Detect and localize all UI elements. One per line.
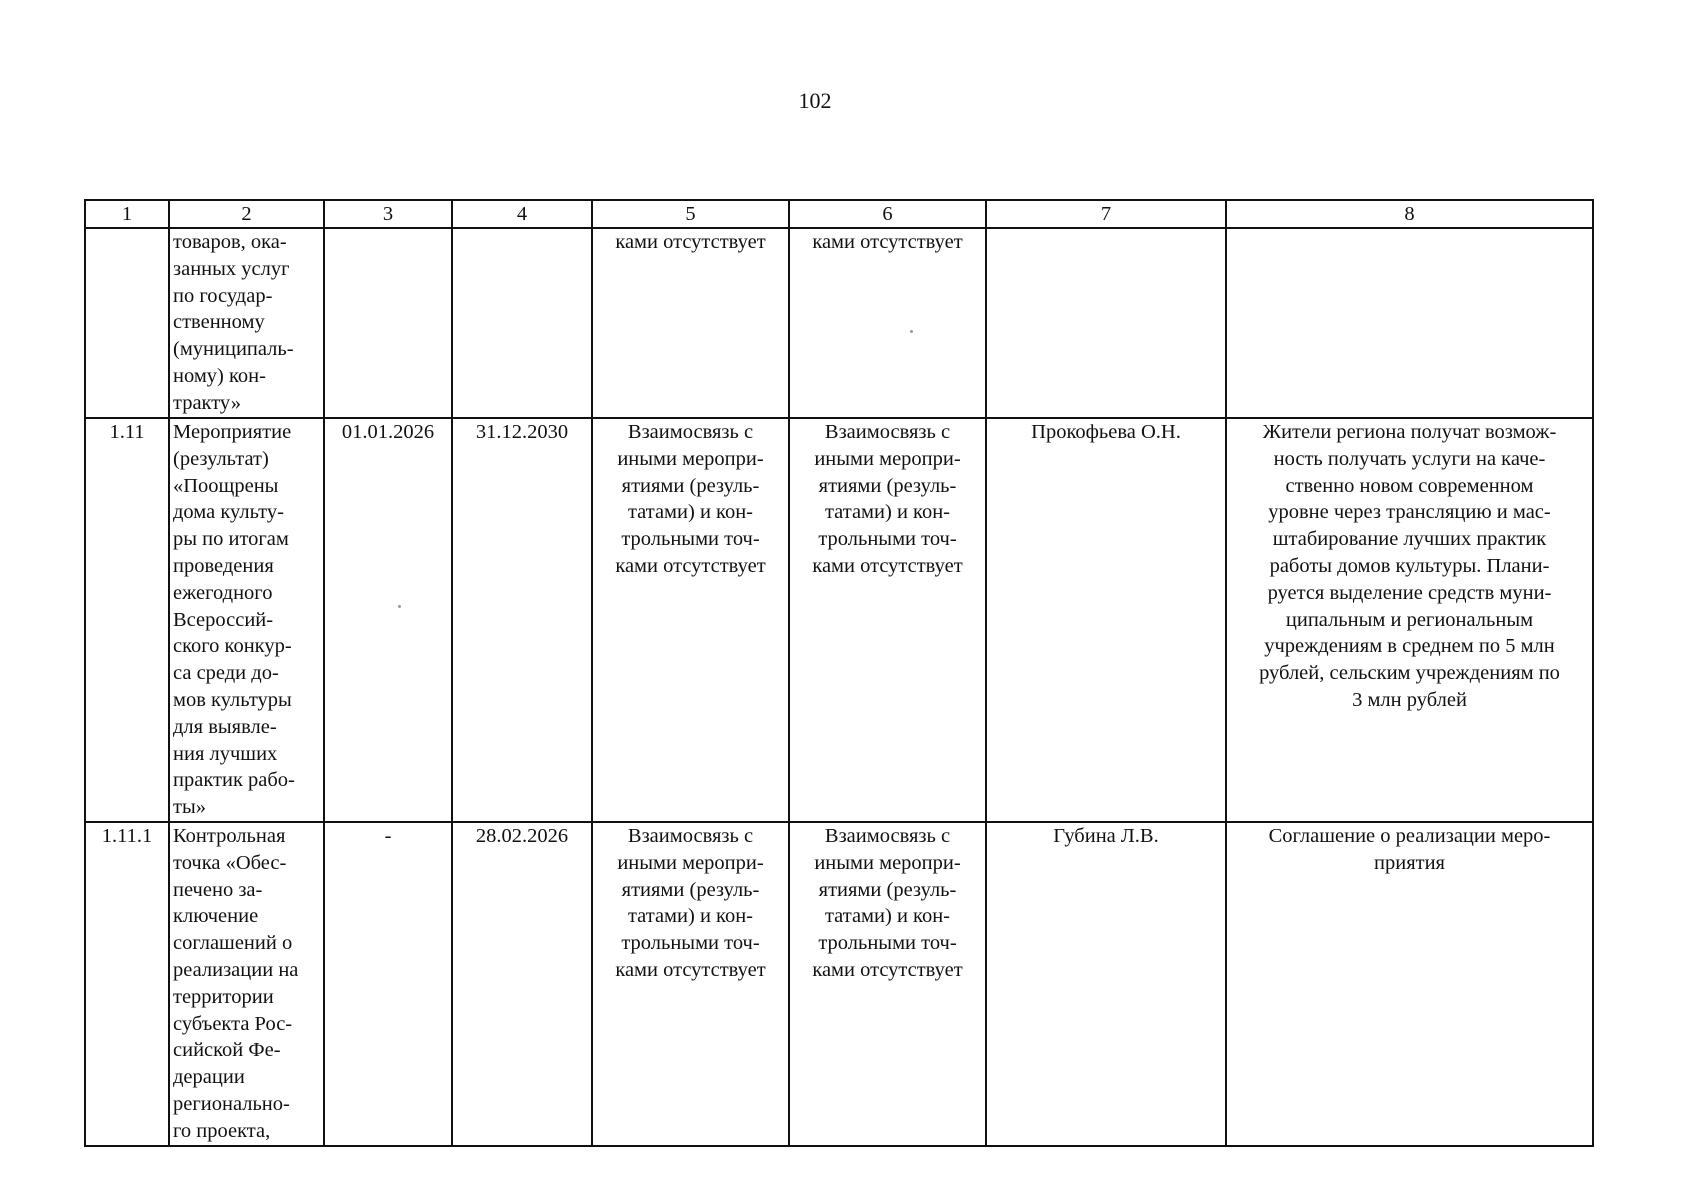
- start-date-cell: -: [324, 822, 452, 1146]
- column-header: 2: [169, 200, 324, 228]
- event-name-line: Контрольная: [173, 824, 286, 847]
- scan-speck: [398, 605, 401, 608]
- responsible-cell: [986, 228, 1226, 418]
- event-name-line: для выявле-: [173, 715, 277, 738]
- cell-line: приятия: [1374, 851, 1445, 874]
- end-date-cell: [452, 228, 592, 418]
- event-name-line: товаров, ока-: [173, 231, 287, 253]
- table-row: [85, 822, 1593, 1146]
- event-name-line: сийской Фе-: [173, 1039, 281, 1062]
- event-name-line: мов культуры: [173, 688, 292, 711]
- cell-line: ственно новом современном: [1285, 474, 1534, 497]
- link-previous-cell: [592, 822, 789, 1146]
- column-header: 8: [1226, 200, 1593, 228]
- event-name-line: (муниципаль-: [173, 338, 294, 361]
- link-next-cell: [789, 418, 986, 822]
- cell-line: трольными точ-: [818, 932, 957, 955]
- cell-line: штабирование лучших практик: [1272, 528, 1547, 551]
- event-name-line: ния лучших: [173, 742, 278, 765]
- column-header: 4: [452, 200, 592, 228]
- table-row: [85, 228, 1593, 418]
- cell-line: Соглашение о реализации меро-: [1268, 824, 1551, 847]
- event-name-line: «Поощрены: [173, 474, 279, 497]
- cell-line: татами) и кон-: [824, 905, 951, 928]
- event-name-line: реализации на: [173, 958, 299, 981]
- event-name-line: ственному: [173, 311, 265, 334]
- event-name-line: территории: [173, 985, 274, 1008]
- cell-line: Взаимосвязь с: [824, 824, 951, 847]
- event-name-line: тракту»: [173, 391, 241, 414]
- scan-speck: [910, 330, 913, 333]
- cell-line: ятиями (резуль-: [818, 878, 957, 901]
- cell-line: Жители региона получат возмож-: [1262, 421, 1557, 443]
- event-name-line: Мероприятие: [173, 421, 292, 443]
- cell-line: иными меропри-: [617, 447, 764, 470]
- cell-line: Взаимосвязь с: [627, 824, 754, 847]
- event-name-cell: [169, 822, 324, 1146]
- cell-line: татами) и кон-: [627, 501, 754, 524]
- result-cell: [1226, 822, 1593, 1146]
- start-date-cell: [324, 228, 452, 418]
- cell-line: ятиями (резуль-: [621, 474, 760, 497]
- start-date-cell: 01.01.2026: [324, 418, 452, 822]
- event-name-line: соглашений о: [173, 932, 293, 955]
- event-name-line: (результат): [173, 447, 269, 470]
- cell-line: 3 млн рублей: [1352, 688, 1467, 711]
- cell-line: Взаимосвязь с: [824, 421, 951, 443]
- event-name-line: регионально-: [173, 1092, 290, 1115]
- cell-line: ками отсутствует: [812, 958, 963, 981]
- cell-line: ципальным и региональным: [1285, 608, 1534, 631]
- event-name-line: проведения: [173, 554, 274, 577]
- column-header: 7: [986, 200, 1226, 228]
- event-name-line: ежегодного: [173, 581, 273, 604]
- column-header: 3: [324, 200, 452, 228]
- cell-line: рублей, сельским учреждениям по: [1259, 662, 1560, 685]
- event-name-line: по государ-: [173, 284, 273, 307]
- event-name-line: го проекта,: [173, 1119, 271, 1142]
- events-table: [84, 199, 1594, 1147]
- column-header: 6: [789, 200, 986, 228]
- end-date-cell: 31.12.2030: [452, 418, 592, 822]
- row-number-cell: 1.11.1: [85, 822, 169, 1146]
- end-date-cell: 28.02.2026: [452, 822, 592, 1146]
- event-name-line: точка «Обес-: [173, 851, 287, 874]
- cell-line: учреждениям в среднем по 5 млн: [1264, 635, 1555, 658]
- column-header: 5: [592, 200, 789, 228]
- cell-line: ками отсутствует: [615, 958, 766, 981]
- event-name-line: дерации: [173, 1066, 245, 1089]
- responsible-cell: Прокофьева О.Н.: [986, 418, 1226, 822]
- event-name-line: печено за-: [173, 878, 263, 901]
- event-name-line: ры по итогам: [173, 528, 289, 551]
- event-name-line: ского конкур-: [173, 635, 292, 658]
- table-row: [85, 418, 1593, 822]
- event-name-line: ты»: [173, 796, 206, 819]
- event-name-cell: [169, 418, 324, 822]
- responsible-cell: Губина Л.В.: [986, 822, 1226, 1146]
- event-name-line: практик рабо-: [173, 769, 295, 792]
- cell-line: иными меропри-: [814, 851, 961, 874]
- result-cell: [1226, 228, 1593, 418]
- cell-line: иными меропри-: [814, 447, 961, 470]
- event-name-line: дома культу-: [173, 501, 284, 524]
- cell-line: татами) и кон-: [627, 905, 754, 928]
- cell-line: работы домов культуры. Плани-: [1269, 554, 1550, 577]
- cell-line: ками отсутствует: [812, 554, 963, 577]
- event-name-line: субъекта Рос-: [173, 1012, 293, 1035]
- link-next-cell: [789, 822, 986, 1146]
- link-previous-cell: ками отсутствует: [592, 228, 789, 418]
- cell-line: татами) и кон-: [824, 501, 951, 524]
- column-header: 1: [85, 200, 169, 228]
- cell-line: трольными точ-: [621, 528, 760, 551]
- table-header-row: [85, 200, 1593, 228]
- cell-line: трольными точ-: [621, 932, 760, 955]
- event-name-line: занных услуг: [173, 257, 290, 280]
- cell-line: иными меропри-: [617, 851, 764, 874]
- cell-line: уровне через трансляцию и мас-: [1268, 501, 1551, 524]
- cell-line: трольными точ-: [818, 528, 957, 551]
- cell-line: руется выделение средств муни-: [1267, 581, 1552, 604]
- event-name-line: ному) кон-: [173, 364, 266, 387]
- cell-line: ятиями (резуль-: [621, 878, 760, 901]
- event-name-line: ключение: [173, 905, 259, 928]
- event-name-line: са среди до-: [173, 662, 279, 685]
- event-name-line: Всероссий-: [173, 608, 274, 631]
- event-name-cell: [169, 228, 324, 418]
- cell-line: ность получать услуги на каче-: [1273, 447, 1546, 470]
- page-number: 102: [798, 88, 832, 113]
- result-cell: [1226, 418, 1593, 822]
- row-number-cell: 1.11: [85, 418, 169, 822]
- cell-line: Взаимосвязь с: [627, 421, 754, 443]
- cell-line: ятиями (резуль-: [818, 474, 957, 497]
- cell-line: ками отсутствует: [615, 554, 766, 577]
- link-next-cell: ками отсутствует: [789, 228, 986, 418]
- link-previous-cell: [592, 418, 789, 822]
- row-number-cell: [85, 228, 169, 418]
